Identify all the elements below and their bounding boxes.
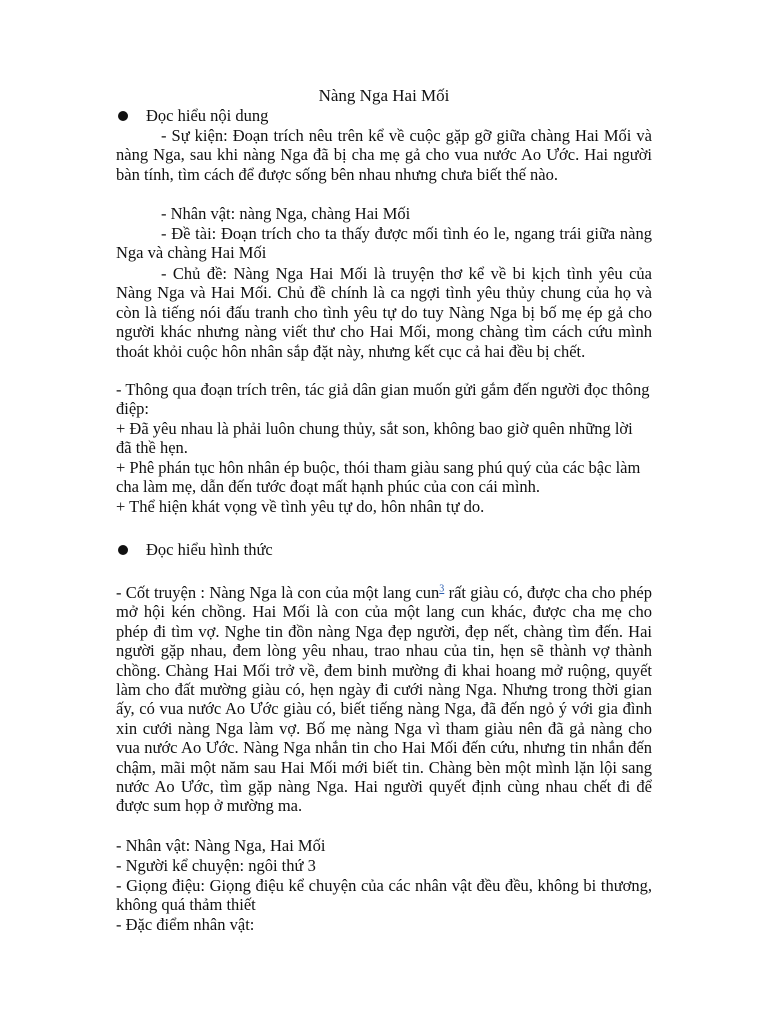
paragraph-chu-de: - Chủ đề: Nàng Nga Hai Mối là truyện thơ kể về bi kịch tình yêu của Nàng Nga và Hai Mối. Chủ đề chính là ca ngợi tình yêu thủy chung của họ và còn là tiếng nói đấu tranh cho tình yêu tự do tuy Nàng Nga bị bố mẹ ép gả cho người khác nhưng nàng viết thư cho Hai Mối, mong chàng tìm cách cứu mình thoát khỏi cuộc hôn nhân sắp đặt này, nhưng kết cục cả hai đều bị chết. [116, 264, 652, 361]
paragraph-cot-truyen [116, 583, 652, 816]
paragraph-nhan-vat-1: - Nhân vật: nàng Nga, chàng Hai Mối [161, 204, 411, 223]
bullet-icon [118, 545, 128, 555]
paragraph-giong-dieu: - Giọng điệu: Giọng điệu kể chuyện của các nhân vật đều đều, không bi thương, không quá thảm thiết [116, 876, 652, 915]
cot-truyen-rest: rất giàu có, được cha cho phép mở hội kén chồng. Hai Mối là con của một lang cun khác, được cha mẹ cho phép đi tìm vợ. Nghe tin đồn nàng Nga đẹp người, đẹp nết, chàng tìm đến. Hai người gặp nhau, đem lòng yêu nhau, trao nhau của tin, hẹn sẽ thành vợ thành chồng. Chàng Hai Mối trở về, đem binh mường đi khai hoang mở ruộng, quyết làm cho đất mường giàu có, hẹn ngày đi cưới nàng Nga. Nhưng trong thời gian ấy, có vua nước Ao Ước giàu có, biết tiếng nàng Nga, đã đến ngỏ ý với gia đình xin cưới nàng Nga làm vợ. Bố mẹ nàng Nga vì tham giàu nên đã gả nàng cho vua nước Ao Ước. Nàng Nga nhắn tin cho Hai Mối đến cứu, nhưng tin nhắn đến chậm, mãi một năm sau Hai Mối mới biết tin. Chàng bèn một mình lặn lội sang nước Ao Ước, tìm gặp nàng Nga. Hai người quyết định cùng nhau chết đi để được sum họp ở mường ma. [116, 583, 652, 816]
paragraph-y-2: + Phê phán tục hôn nhân ép buộc, thói tham giàu sang phú quý của các bậc làm cha làm mẹ, dẫn đến tước đoạt mất hạnh phúc của con cái mình. [116, 458, 641, 497]
paragraph-nguoi-ke: - Người kể chuyện: ngôi thứ 3 [116, 856, 316, 875]
paragraph-thong-diep: - Thông qua đoạn trích trên, tác giả dân gian muốn gửi gắm đến người đọc thông điệp: [116, 380, 650, 419]
paragraph-y-3: + Thể hiện khát vọng về tình yêu tự do, hôn nhân tự do. [116, 497, 485, 516]
paragraph-de-tai: - Đề tài: Đoạn trích cho ta thấy được mối tình éo le, ngang trái giữa nàng Nga và chàng Hai Mối [116, 224, 652, 263]
footnote-link[interactable]: 3 [439, 583, 445, 595]
cot-truyen-start: - Cốt truyện : Nàng Nga là con của một lang cun [116, 583, 440, 602]
paragraph-nhan-vat-2: - Nhân vật: Nàng Nga, Hai Mối [116, 836, 326, 855]
section-heading-content: Đọc hiểu nội dung [146, 106, 269, 125]
paragraph-su-kien: - Sự kiện: Đoạn trích nêu trên kể về cuộc gặp gỡ giữa chàng Hai Mối và nàng Nga, sau khi nàng Nga đã bị cha mẹ gả cho vua nước Ao Ước. Hai người bàn tính, tìm cách để được sống bên nhau nhưng chưa biết thế nào. [116, 126, 652, 184]
paragraph-y-1: + Đã yêu nhau là phải luôn chung thủy, sắt son, không bao giờ quên những lời đã thề hẹn. [116, 419, 633, 458]
paragraph-dac-diem: - Đặc điểm nhân vật: [116, 915, 255, 934]
document-title: Nàng Nga Hai Mối [318, 86, 450, 105]
section-heading-form: Đọc hiểu hình thức [146, 540, 273, 559]
bullet-icon [118, 111, 128, 121]
